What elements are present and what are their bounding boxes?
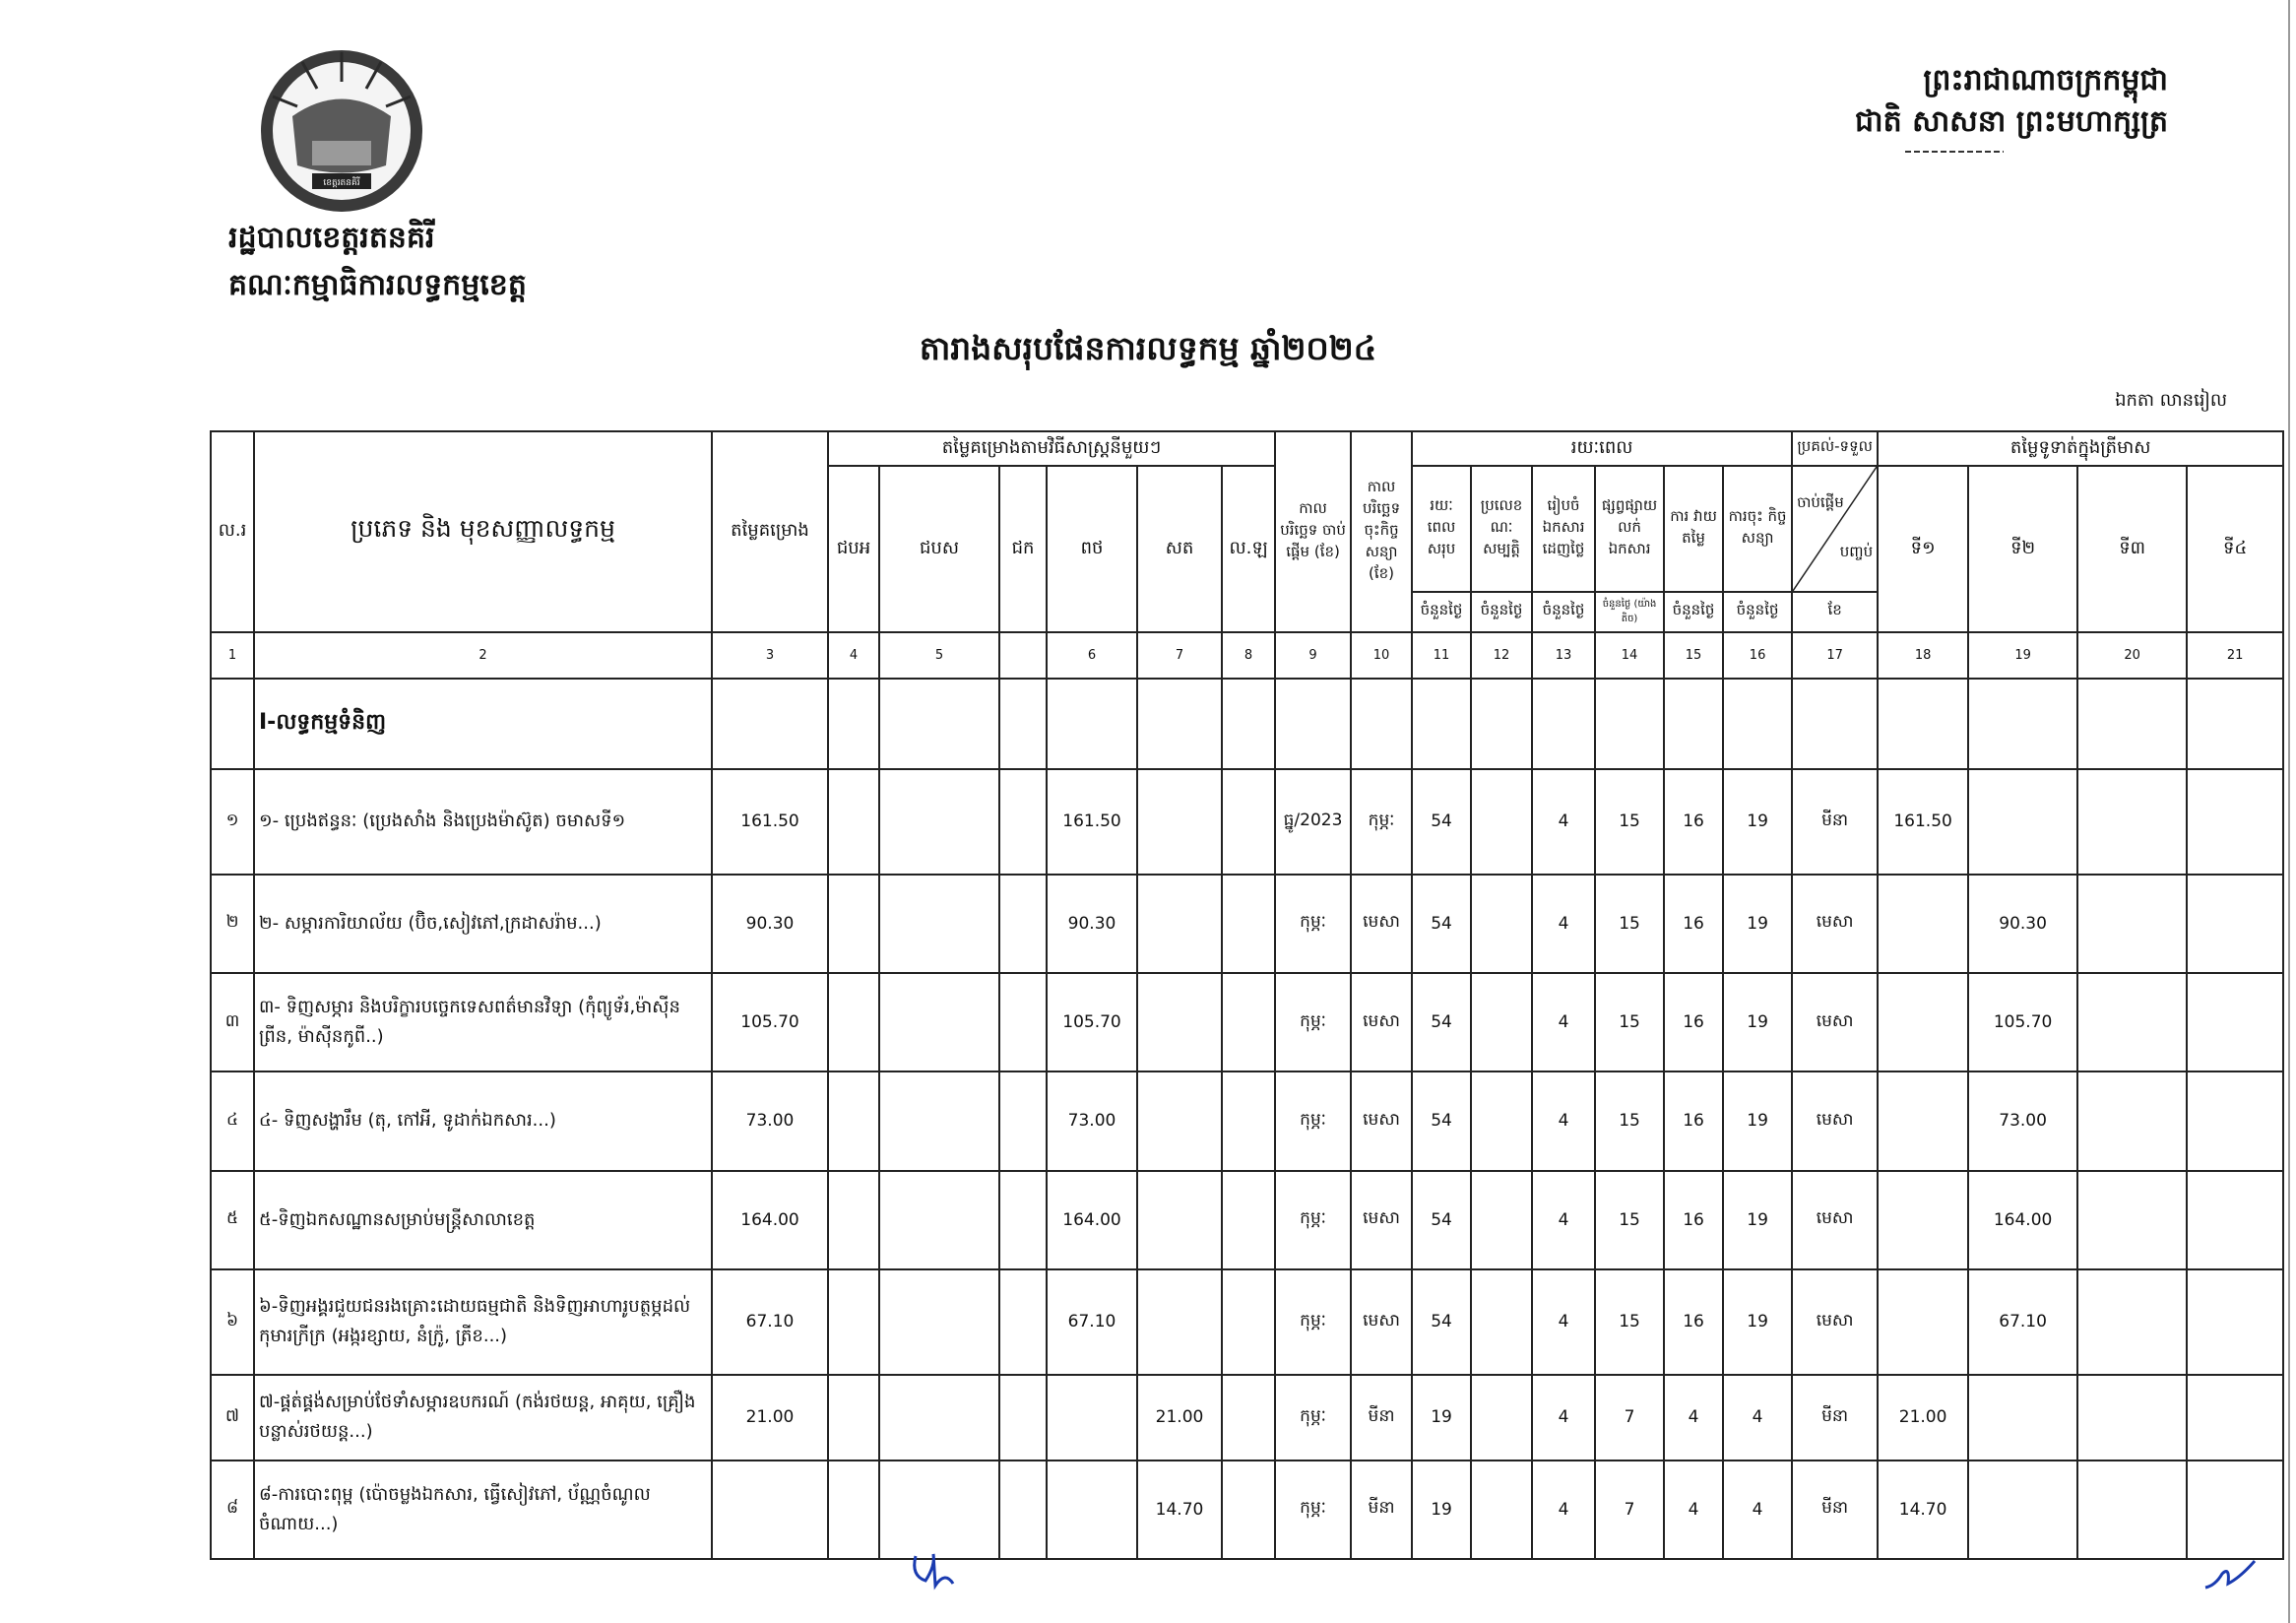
period-group-header: រយៈពេល [1412,431,1792,466]
col-index: 15 [1664,632,1723,679]
row-funding-pth: 73.00 [1047,1071,1137,1170]
row-days-qualify [1471,1171,1532,1269]
delivery-start-end-header [1792,466,1878,592]
row-funding-ly [1222,1071,1275,1170]
period-col-6: ការចុះ កិច្ចសន្យា [1723,466,1792,592]
row-days-publish: 15 [1595,1269,1664,1375]
table-row [211,973,2283,1071]
row-days-contract: 19 [1723,1071,1792,1170]
initial-signature-left [906,1546,965,1595]
row-estimate: 161.50 [712,769,828,875]
row-quarter-4 [2187,1171,2283,1269]
row-funding-st [1137,1269,1222,1375]
row-funding-st [1137,875,1222,973]
period-col-2: ប្រលេខ ណៈ សម្បត្តិ [1471,466,1532,592]
row-days-prepare: 4 [1532,769,1595,875]
row-number: ២ [211,875,254,973]
period-unit-1: ចំនួនថ្ងៃ [1412,592,1471,632]
row-total-days: 54 [1412,1071,1471,1170]
col-index: 11 [1412,632,1471,679]
row-funding-jbo [828,1461,879,1559]
row-quarter-3 [2077,875,2187,973]
period-unit-3: ចំនួនថ្ងៃ [1532,592,1595,632]
row-description: ២- សម្ភារការិយាល័យ (ប៊ិច,សៀវភៅ,ក្រដាសរ៉ាម...) [254,875,712,973]
col-index: 1 [211,632,254,679]
row-days-qualify [1471,973,1532,1071]
row-funding-st [1137,1171,1222,1269]
funding-col-4: ពថ [1047,466,1137,632]
row-funding-jbs [879,769,999,875]
row-days-evaluate: 4 [1664,1461,1723,1559]
row-description: ៣- ទិញសម្ភារ និងបរិក្ខារបច្ចេកទេសពត៌មានវិទ្យា (កុំព្យូទ័រ,ម៉ាស៊ីនព្រីន, ម៉ាស៊ីនកូពី..) [254,973,712,1071]
row-days-qualify [1471,1269,1532,1375]
row-end-month: មេសា [1351,875,1412,973]
funding-group-header: តម្លៃគម្រោងតាមវិធីសាស្ត្រនីមួយៗ [828,431,1275,466]
table-row [211,1461,2283,1559]
row-funding-ly [1222,769,1275,875]
quarter-col-1: ទី១ [1878,466,1968,632]
ministry-line-1: រដ្ឋបាលខេត្តរតនគិរី [228,221,435,255]
row-number: ១ [211,769,254,875]
row-quarter-4 [2187,769,2283,875]
col-index: 13 [1532,632,1595,679]
row-funding-jbo [828,1171,879,1269]
row-days-contract: 19 [1723,973,1792,1071]
row-days-prepare: 4 [1532,875,1595,973]
col-index: 20 [2077,632,2187,679]
row-estimate: 21.00 [712,1375,828,1461]
row-funding-st: 14.70 [1137,1461,1222,1559]
row-days-publish: 15 [1595,769,1664,875]
row-funding-jbs [879,875,999,973]
row-quarter-1 [1878,1171,1968,1269]
row-quarter-2: 105.70 [1968,973,2077,1071]
row-total-days: 19 [1412,1461,1471,1559]
col-index: 3 [712,632,828,679]
provincial-seal-icon [258,47,425,215]
row-funding-jbs [879,1375,999,1461]
quarter-col-2: ទី២ [1968,466,2077,632]
col-index: 9 [1275,632,1351,679]
row-quarter-3 [2077,1461,2187,1559]
row-days-qualify [1471,875,1532,973]
row-description: ៥-ទិញឯកសណ្ឋានសម្រាប់មន្ត្រីសាលាខេត្ត [254,1171,712,1269]
row-total-days: 54 [1412,1269,1471,1375]
row-start-month: កុម្ភៈ [1275,1461,1351,1559]
currency-unit: ឯកតា លានរៀល [2115,390,2227,411]
row-end-month: មេសា [1351,1269,1412,1375]
row-funding-ly [1222,875,1275,973]
row-quarter-2: 90.30 [1968,875,2077,973]
row-funding-ly [1222,1269,1275,1375]
row-funding-jbs [879,1171,999,1269]
row-estimate: 90.30 [712,875,828,973]
delivery-group-header: ប្រគល់-ទទួល [1792,431,1878,466]
row-days-prepare: 4 [1532,1071,1595,1170]
row-quarter-4 [2187,875,2283,973]
col-index: 4 [828,632,879,679]
row-funding-jk [999,1461,1047,1559]
col-index: 7 [1137,632,1222,679]
col-end-header: កាល បរិច្ឆេទ ចុះកិច្ច សន្យា (ខែ) [1351,431,1412,632]
initial-signature-right [2200,1556,2260,1595]
col-index: 12 [1471,632,1532,679]
row-days-evaluate: 16 [1664,875,1723,973]
row-number: ៥ [211,1171,254,1269]
row-quarter-4 [2187,1269,2283,1375]
row-total-days: 54 [1412,1171,1471,1269]
row-days-publish: 15 [1595,875,1664,973]
row-total-days: 19 [1412,1375,1471,1461]
row-total-days: 54 [1412,769,1471,875]
row-total-days: 54 [1412,875,1471,973]
row-days-contract: 19 [1723,875,1792,973]
table-row [211,1375,2283,1461]
row-funding-pth: 105.70 [1047,973,1137,1071]
funding-col-5: សត [1137,466,1222,632]
row-delivery-month: មីនា [1792,1375,1878,1461]
row-funding-jk [999,1269,1047,1375]
row-days-publish: 15 [1595,1171,1664,1269]
col-no-header: ល.រ [211,431,254,632]
row-quarter-1 [1878,973,1968,1071]
row-quarter-4 [2187,1461,2283,1559]
row-quarter-1 [1878,875,1968,973]
row-funding-jk [999,875,1047,973]
row-number: ៤ [211,1071,254,1170]
page-edge-line [2288,0,2290,1623]
col-index: 10 [1351,632,1412,679]
row-funding-jbo [828,1375,879,1461]
row-end-month: មីនា [1351,1461,1412,1559]
row-delivery-month: មេសា [1792,875,1878,973]
row-description: ៨-ការបោះពុម្ព (ប៉ោចម្លងឯកសារ, ធ្វើសៀវភៅ, ប័ណ្ណចំណូល ចំណាយ...) [254,1461,712,1559]
row-funding-jk [999,973,1047,1071]
row-number: ៣ [211,973,254,1071]
quarter-col-3: ទី៣ [2077,466,2187,632]
row-funding-jbs [879,1269,999,1375]
row-end-month: មេសា [1351,1071,1412,1170]
row-funding-jbo [828,1071,879,1170]
row-end-month: មេសា [1351,1171,1412,1269]
col-start-header: កាល បរិច្ឆេទ ចាប់ផ្តើម (ខែ) [1275,431,1351,632]
row-days-prepare: 4 [1532,1461,1595,1559]
row-quarter-2 [1968,1461,2077,1559]
row-funding-jk [999,1071,1047,1170]
row-quarter-2: 164.00 [1968,1171,2077,1269]
row-quarter-4 [2187,973,2283,1071]
row-quarter-2 [1968,769,2077,875]
col-index: 6 [1047,632,1137,679]
row-estimate: 164.00 [712,1171,828,1269]
row-end-month: កុម្ភៈ [1351,769,1412,875]
row-days-contract: 19 [1723,1269,1792,1375]
period-unit-4: ចំនួនថ្ងៃ (យ៉ាងតិច) [1595,592,1664,632]
row-funding-ly [1222,1375,1275,1461]
row-quarter-2: 67.10 [1968,1269,2077,1375]
row-description: ៦-ទិញអង្គរជួយជនរងគ្រោះដោយធម្មជាតិ និងទិញអាហារូបត្ថម្ភដល់ កុមារក្រីក្រ (អង្ករខ្សាយ, នំក្រ៉ូ, ត្រីខ...) [254,1269,712,1375]
row-start-month: កុម្ភៈ [1275,973,1351,1071]
section-title: I-លទ្ធកម្មទំនិញ [254,679,712,769]
funding-col-3: ជក [999,466,1047,632]
col-index [999,632,1047,679]
col-index: 18 [1878,632,1968,679]
row-days-evaluate: 16 [1664,973,1723,1071]
col-index: 14 [1595,632,1664,679]
row-end-month: មីនា [1351,1375,1412,1461]
row-delivery-month: មេសា [1792,973,1878,1071]
row-funding-jk [999,1171,1047,1269]
section-row [211,679,2283,769]
row-delivery-month: មេសា [1792,1269,1878,1375]
row-number: ៦ [211,1269,254,1375]
row-start-month: កុម្ភៈ [1275,1071,1351,1170]
period-col-4: ផ្សព្វផ្សាយ លក់ ឯកសារ [1595,466,1664,592]
col-index: 8 [1222,632,1275,679]
row-quarter-3 [2077,1171,2187,1269]
row-estimate: 73.00 [712,1071,828,1170]
row-days-qualify [1471,1071,1532,1170]
row-days-contract: 4 [1723,1461,1792,1559]
row-funding-st [1137,973,1222,1071]
ministry-line-2: គណៈកម្មាធិការលទ្ធកម្មខេត្ត [228,268,527,302]
row-days-qualify [1471,1461,1532,1559]
funding-col-6: ល.ឡ [1222,466,1275,632]
row-number: ៨ [211,1461,254,1559]
row-quarter-2: 73.00 [1968,1071,2077,1170]
table-row [211,875,2283,973]
period-unit-5: ចំនួនថ្ងៃ [1664,592,1723,632]
row-start-month: ធ្នូ/2023 [1275,769,1351,875]
row-funding-jbo [828,875,879,973]
row-funding-jbo [828,973,879,1071]
row-quarter-1: 21.00 [1878,1375,1968,1461]
row-funding-jbs [879,1461,999,1559]
row-days-publish: 7 [1595,1461,1664,1559]
col-index: 2 [254,632,712,679]
row-start-month: កុម្ភៈ [1275,875,1351,973]
quarter-col-4: ទី៤ [2187,466,2283,632]
row-funding-pth: 164.00 [1047,1171,1137,1269]
row-start-month: កុម្ភៈ [1275,1171,1351,1269]
row-days-evaluate: 16 [1664,769,1723,875]
row-days-publish: 15 [1595,1071,1664,1170]
row-estimate: 67.10 [712,1269,828,1375]
table-row [211,1071,2283,1170]
period-col-3: រៀបចំ ឯកសារ ដេញថ្លៃ [1532,466,1595,592]
row-funding-jbo [828,769,879,875]
col-estimate-header: តម្លៃគម្រោង [712,431,828,632]
table-body [211,769,2283,1559]
row-days-evaluate: 16 [1664,1269,1723,1375]
col-index: 5 [879,632,999,679]
col-index: 21 [2187,632,2283,679]
row-funding-jk [999,1375,1047,1461]
table-row [211,1171,2283,1269]
col-index: 16 [1723,632,1792,679]
row-quarter-3 [2077,1375,2187,1461]
column-index-row [211,632,2283,679]
row-description: ៤- ទិញសង្ហារឹម (តុ, កៅអី, ទូដាក់ឯកសារ...) [254,1071,712,1170]
row-quarter-1: 14.70 [1878,1461,1968,1559]
row-funding-pth: 90.30 [1047,875,1137,973]
row-delivery-month: មេសា [1792,1071,1878,1170]
row-quarter-1: 161.50 [1878,769,1968,875]
row-days-prepare: 4 [1532,1269,1595,1375]
row-delivery-month: មីនា [1792,1461,1878,1559]
row-quarter-1 [1878,1269,1968,1375]
delivery-start-label: ចាប់ផ្តើម [1797,492,1844,511]
table-row [211,1269,2283,1375]
funding-col-1: ជបអ [828,466,879,632]
row-funding-jk [999,769,1047,875]
row-quarter-2 [1968,1375,2077,1461]
row-estimate: 105.70 [712,973,828,1071]
row-funding-st [1137,769,1222,875]
row-days-prepare: 4 [1532,1171,1595,1269]
row-funding-ly [1222,973,1275,1071]
row-total-days: 54 [1412,973,1471,1071]
row-funding-pth: 161.50 [1047,769,1137,875]
row-days-qualify [1471,1375,1532,1461]
row-description: ១- ប្រេងឥន្ធនៈ (ប្រេងសាំង និងប្រេងម៉ាស៊ូត) ចមាសទី១ [254,769,712,875]
row-funding-ly [1222,1171,1275,1269]
row-days-publish: 15 [1595,973,1664,1071]
row-funding-jbs [879,1071,999,1170]
row-days-contract: 19 [1723,1171,1792,1269]
row-start-month: កុម្ភៈ [1275,1269,1351,1375]
row-funding-st [1137,1071,1222,1170]
col-index: 17 [1792,632,1878,679]
row-quarter-3 [2077,769,2187,875]
row-quarter-4 [2187,1071,2283,1170]
period-col-1: រយៈពេល សរុប [1412,466,1471,592]
period-col-5: ការ វាយតម្លៃ [1664,466,1723,592]
period-unit-2: ចំនួនថ្ងៃ [1471,592,1532,632]
row-delivery-month: មេសា [1792,1171,1878,1269]
delivery-end-label: បញ្ចប់ [1839,542,1874,560]
row-quarter-4 [2187,1375,2283,1461]
row-quarter-3 [2077,973,2187,1071]
row-days-prepare: 4 [1532,1375,1595,1461]
row-days-qualify [1471,769,1532,875]
quarter-group-header: តម្លៃទូទាត់ក្នុងត្រីមាស [1878,431,2283,466]
col-index: 19 [1968,632,2077,679]
page-title: តារាងសរុបផែនការលទ្ធកម្ម ឆ្នាំ២០២៤ [919,329,1377,367]
row-funding-pth: 67.10 [1047,1269,1137,1375]
col-type-header: ប្រភេទ និង មុខសញ្ញាលទ្ធកម្ម [254,431,712,632]
row-delivery-month: មីនា [1792,769,1878,875]
row-funding-jbs [879,973,999,1071]
row-start-month: កុម្ភៈ [1275,1375,1351,1461]
row-description: ៧-ផ្គត់ផ្គង់សម្រាប់ថែទាំសម្ភារឧបករណ៍ (កង់រថយន្ត, អាគុយ, គ្រឿង បន្លាស់រថយន្ត...) [254,1375,712,1461]
row-days-evaluate: 4 [1664,1375,1723,1461]
motto-divider [1905,148,2004,156]
procurement-plan-table [210,430,2284,1560]
row-number: ៧ [211,1375,254,1461]
row-days-publish: 7 [1595,1375,1664,1461]
row-funding-jbo [828,1269,879,1375]
row-funding-pth [1047,1375,1137,1461]
row-days-contract: 19 [1723,769,1792,875]
period-unit-6: ចំនួនថ្ងៃ [1723,592,1792,632]
row-estimate [712,1461,828,1559]
funding-col-2: ជបស [879,466,999,632]
delivery-unit: ខែ [1792,592,1878,632]
row-quarter-3 [2077,1071,2187,1170]
row-funding-pth [1047,1461,1137,1559]
row-funding-ly [1222,1461,1275,1559]
row-funding-st: 21.00 [1137,1375,1222,1461]
kingdom-title: ព្រះរាជាណាចក្រកម្ពុជា [1923,63,2168,97]
table-row [211,769,2283,875]
row-quarter-1 [1878,1071,1968,1170]
svg-text:ខេត្តរតនគិរី: ខេត្តរតនគិរី [323,178,360,188]
national-motto: ជាតិ សាសនា ព្រះមហាក្សត្រ [1855,104,2168,139]
row-days-prepare: 4 [1532,973,1595,1071]
row-days-evaluate: 16 [1664,1071,1723,1170]
row-days-evaluate: 16 [1664,1171,1723,1269]
row-quarter-3 [2077,1269,2187,1375]
row-end-month: មេសា [1351,973,1412,1071]
row-days-contract: 4 [1723,1375,1792,1461]
